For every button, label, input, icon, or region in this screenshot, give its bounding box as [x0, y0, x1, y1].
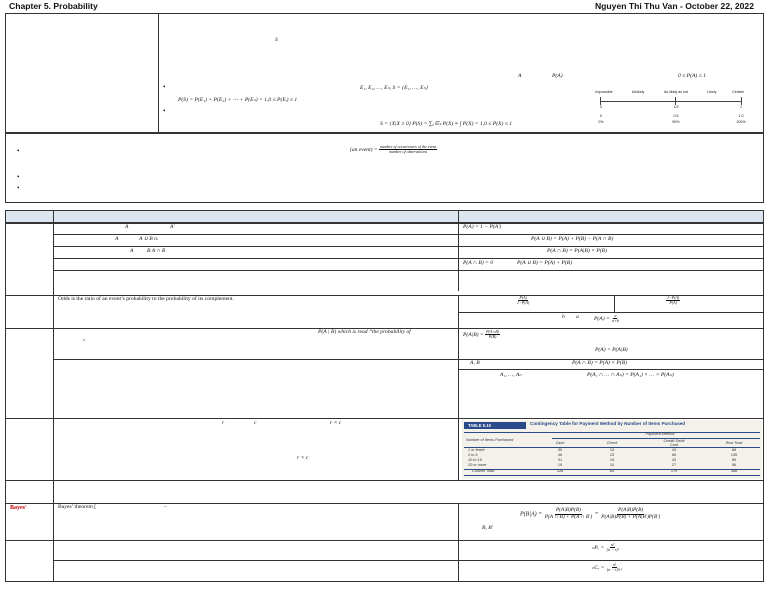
intersect-formula: P(A ∩ B) = P(A|B) × P(B)	[547, 248, 607, 254]
independence-formula: P(A) = P(A|B)	[595, 347, 628, 353]
bayes-text: Bayes’ theorem [	[58, 504, 97, 510]
complement-a-prime: A'	[170, 224, 175, 230]
column-header: Check	[606, 441, 618, 445]
odds-formula-1: $\frac{P(A)}{1-P(A)}$	[517, 295, 530, 306]
union-expr: A ∪ B is	[139, 236, 158, 242]
conditional-text: P(A | B) which is read “the probability of	[318, 329, 411, 335]
discrete-formula: P(S) = P(E₁) + P(E₂) + ⋯ + P(Eₙ) = 1,0 ≤ P(Eᵢ) ≤ 1	[178, 97, 298, 103]
scale-label: Impossible	[595, 90, 613, 94]
bullet: •	[163, 107, 166, 115]
permutation-formula: ₙPᵣ = $\frac{n!}{(n - r)!}$	[592, 542, 619, 553]
scale-fraction: 0	[600, 105, 602, 109]
scale-percent: 100%	[736, 120, 746, 124]
contingency-r: r	[222, 420, 225, 426]
exclusive-formula: P(A ∩ B) = 0	[463, 260, 494, 266]
range-formula: 0 ≤ P(A) ≤ 1	[678, 73, 706, 79]
complement-a: A	[125, 224, 129, 230]
chapter-title: Chapter 5. Probability	[9, 1, 98, 11]
scale-tick	[600, 97, 601, 105]
scale-label: Certain	[732, 90, 744, 94]
scale-decimal: 1.0	[738, 114, 744, 118]
combination-formula: ₙCᵣ = $\frac{n!}{(n - r)!r!}$	[592, 562, 623, 573]
bayes-dash: –	[164, 504, 167, 510]
continuous-formula: S = {X|X ≥ 0} P(S) = ∑ₓ∈ₛ P(X) ≡ ∫ P(X) = 1,0 ≤ P(X) ≤ 1	[380, 121, 512, 127]
bullet: •	[163, 83, 166, 91]
author-date: Nguyen Thi Thu Van - October 22, 2022	[594, 1, 754, 11]
intersect-a: A	[130, 248, 134, 254]
bayes-label: Bayes'	[10, 505, 27, 511]
scale-axis	[600, 101, 742, 102]
independence-product: P(A ∩ B) = P(A) × P(B)	[572, 360, 627, 366]
scale-label: Likely	[707, 90, 717, 94]
odds-probability-formula: P(A) = $\frac{a}{a+b}$	[594, 313, 619, 324]
scale-label: Unlikely	[631, 90, 645, 94]
odds-a: a	[576, 314, 579, 320]
bullet: •	[17, 173, 20, 181]
sample-space-symbol: S	[275, 37, 278, 43]
multi-product: P(A₁ ∩ … ∩ Aₙ) = P(A₁) × … × P(Aₙ)	[587, 372, 674, 378]
scale-percent: 0%	[598, 120, 604, 124]
scale-tick	[741, 97, 742, 105]
bayes-formula: P(B|A) = $\frac{P(A|B)P(B)}{P(A \cap B) + P(A \cap B')}$ = $\frac{P(A|B)P(B)}{P(A|B)P(B) + P(A|B')P(B')}$	[520, 507, 661, 520]
column-header: Credit/ Debit Card	[663, 439, 685, 447]
scale-decimal: 0	[600, 114, 602, 118]
rules-table	[5, 223, 764, 582]
row-header: Number of Items Purchased	[466, 438, 514, 442]
probability-scale	[596, 90, 746, 130]
independent-events: A, B	[470, 360, 480, 366]
bullet: •	[17, 147, 20, 155]
odds-b: b	[562, 314, 565, 320]
scale-tick	[675, 97, 676, 105]
conditional-quote: ”	[82, 339, 86, 345]
contingency-c: c	[254, 420, 257, 426]
odds-text: Odds is the ratio of an event’s probability to the probability of its complement.	[58, 296, 234, 302]
contingency-table-image: TABLE 5.10 Contingency Table for Payment Method by Number of Items Purchased Payment Method Number of Items Purchased Cash Check Credit/ Debit Card Row Total 1 or fewer 30 15 43 88 2 to 9 46 23 66 135 10 to 19 31 15 43 89 20 or more 19 10 27 56 Column Total 126 63 179 368	[462, 420, 762, 479]
exclusive-union-formula: P(A ∪ B) = P(A) + P(B)	[517, 260, 573, 266]
empirical-formula: (an event) = $\frac{\text{number of occurrences of the event}}{\text{number of observations}}$	[350, 144, 437, 155]
multi-events: A₁, …, Aₙ	[500, 372, 522, 378]
scale-fraction: 1	[740, 105, 742, 109]
group-header: Payment Method	[645, 432, 675, 436]
column-header: Cash	[555, 441, 565, 445]
union-formula: P(A ∪ B) = P(A) + P(B) − P(A ∩ B)	[531, 236, 614, 242]
scale-decimal: 0.5	[673, 114, 679, 118]
page-header	[0, 0, 768, 13]
odds-formula-2: $\frac{1-P(A)}{P(A)}$	[667, 295, 680, 306]
event-symbol: A	[518, 73, 522, 79]
outcomes-formula: E₁, E₂, …, Eₙ, S = {E₁, …, Eₙ}	[360, 85, 428, 91]
rules-table-header	[5, 210, 764, 223]
scale-fraction: 1/2	[673, 105, 679, 109]
complement-formula: P(A) = 1 − P(A')	[463, 224, 502, 230]
intersect-expr: B A ∩ B	[147, 248, 166, 254]
table-title: Contingency Table for Payment Method by Number of Items Purchased	[530, 421, 686, 426]
table-badge: TABLE 5.10	[464, 422, 526, 429]
bullet: •	[17, 184, 20, 192]
union-a: A	[115, 236, 119, 242]
scale-percent: 50%	[672, 120, 680, 124]
contingency-rxc: r × c	[330, 420, 342, 426]
bayes-events: B, B'	[482, 525, 493, 531]
event-probability: P(A)	[552, 73, 563, 79]
column-header: Row Total	[725, 441, 743, 445]
scale-label: As likely as not	[664, 90, 688, 94]
contingency-rxc-2: r × c	[297, 455, 309, 461]
conditional-formula: P(A|B) = $\frac{P(A\cap B)}{P(B)}$	[463, 329, 499, 340]
